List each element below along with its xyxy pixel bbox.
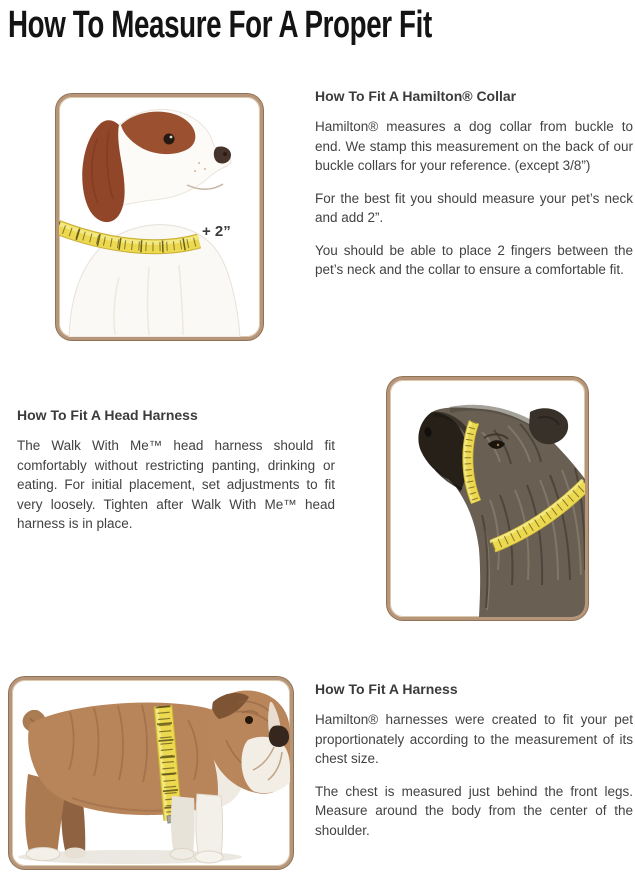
harness-paragraph-2: The chest is measured just behind the front legs. Measure around the body from the center of the shoulder.	[315, 783, 633, 838]
bulldog-illustration	[12, 680, 290, 866]
brittany-spaniel-illustration	[59, 97, 260, 337]
collar-section-heading: How To Fit A Hamilton® Collar	[315, 88, 517, 104]
collar-paragraph-2: For the best fit you should measure your pet’s neck and add 2”.	[315, 190, 633, 225]
brindle-dog-illustration	[390, 380, 585, 617]
collar-measure-photo	[56, 94, 263, 340]
collar-paragraph-3: You should be able to place 2 fingers between the pet’s neck and the collar to ensure a comfortable fit.	[315, 242, 633, 277]
harness-section-heading: How To Fit A Harness	[315, 681, 458, 697]
harness-section	[315, 681, 633, 853]
harness-paragraph-1: Hamilton® harnesses were created to fit your pet proportionately according to the measurement of its chest size.	[315, 712, 633, 766]
head-harness-measure-photo	[387, 377, 588, 620]
head-harness-heading: How To Fit A Head Harness	[17, 407, 198, 423]
head-harness-paragraph-1: The Walk With Me™ head harness should fit comfortably without restricting panting, drinking or eating. For initial placement, set adjustments to fit very loosely. Tighten after Walk With Me™ head harness is in place.	[17, 438, 335, 531]
harness-measure-photo	[9, 677, 293, 869]
collar-paragraph-1: Hamilton® measures a dog collar from buckle to end. We stamp this measurement on the back of our buckle collars for your reference. (except 3/8”)	[315, 119, 633, 173]
collar-section	[315, 88, 633, 293]
head-harness-section	[17, 407, 335, 547]
page-title: How To Measure For A Proper Fit	[8, 4, 432, 46]
add-two-inches-label: + 2”	[202, 223, 231, 240]
